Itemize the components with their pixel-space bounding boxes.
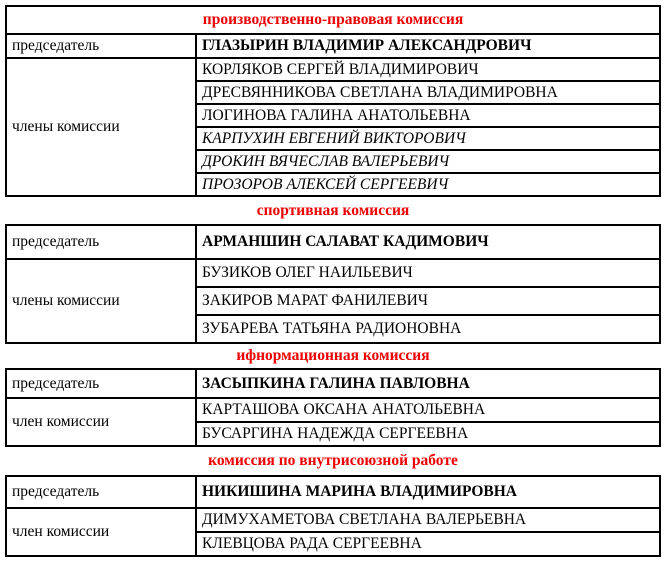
member-row	[6, 398, 660, 422]
member-row	[6, 259, 660, 287]
member-name-cell: БУСАРГИНА НАДЕЖДА СЕРГЕЕВНА	[196, 422, 660, 446]
member-row	[6, 508, 660, 532]
section-table	[5, 475, 661, 557]
chair-name-cell: НИКИШИНА МАРИНА ВЛАДИМИРОВНА	[196, 476, 660, 508]
member-name-cell: ДРЕСВЯННИКОВА СВЕТЛАНА ВЛАДИМИРОВНА	[196, 81, 660, 104]
member-name-cell: БУЗИКОВ ОЛЕГ НАИЛЬЕВИЧ	[196, 259, 660, 287]
section-title-band: ифнормационная комиссия	[236, 347, 430, 364]
section-table	[5, 368, 661, 447]
chair-name-cell: ЗАСЫПКИНА ГАЛИНА ПАВЛОВНА	[196, 369, 660, 398]
member-name-cell: ЗАКИРОВ МАРАТ ФАНИЛЕВИЧ	[196, 287, 660, 315]
chair-row	[6, 476, 660, 508]
member-name-cell: ЗУБАРЕВА ТАТЬЯНА РАДИОНОВНА	[196, 315, 660, 343]
section-table	[5, 224, 661, 344]
members-label-cell: члены комиссии	[6, 58, 196, 196]
section-table	[5, 5, 661, 197]
member-name-cell: КОРЛЯКОВ СЕРГЕЙ ВЛАДИМИРОВИЧ	[196, 58, 660, 81]
chair-label-cell: председатель	[6, 476, 196, 508]
member-name-cell: ДИМУХАМЕТОВА СВЕТЛАНА ВАЛЕРЬЕВНА	[196, 508, 660, 532]
member-row	[6, 58, 660, 81]
section-title-band: спортивная комиссия	[256, 201, 410, 219]
chair-label-cell: председатель	[6, 34, 196, 58]
chair-label-cell: председатель	[6, 225, 196, 259]
chair-row	[6, 225, 660, 259]
chair-row	[6, 369, 660, 398]
members-label-cell: член комиссии	[6, 508, 196, 556]
chair-label-cell: председатель	[6, 369, 196, 398]
section-title-row	[6, 6, 660, 34]
member-name-cell: ЛОГИНОВА ГАЛИНА АНАТОЛЬЕВНА	[196, 104, 660, 127]
members-label-cell: члены комиссии	[6, 259, 196, 343]
member-name-cell: КАРТАШОВА ОКСАНА АНАТОЛЬЕВНА	[196, 398, 660, 422]
chair-name-cell: АРМАНШИН САЛАВАТ КАДИМОВИЧ	[196, 225, 660, 259]
section-title: производственно-правовая комиссия	[6, 6, 660, 34]
chair-row	[6, 34, 660, 58]
member-name-cell: КЛЕВЦОВА РАДА СЕРГЕЕВНА	[196, 532, 660, 556]
chair-name-cell: ГЛАЗЫРИН ВЛАДИМИР АЛЕКСАНДРОВИЧ	[196, 34, 660, 58]
members-label-cell: член комиссии	[6, 398, 196, 446]
section-title-band: комиссия по внутрисоюзной работе	[208, 452, 458, 469]
member-name-cell: ПРОЗОРОВ АЛЕКСЕЙ СЕРГЕЕВИЧ	[196, 173, 660, 196]
member-name-cell: ДРОКИН ВЯЧЕСЛАВ ВАЛЕРЬЕВИЧ	[196, 150, 660, 173]
member-name-cell: КАРПУХИН ЕВГЕНИЙ ВИКТОРОВИЧ	[196, 127, 660, 150]
